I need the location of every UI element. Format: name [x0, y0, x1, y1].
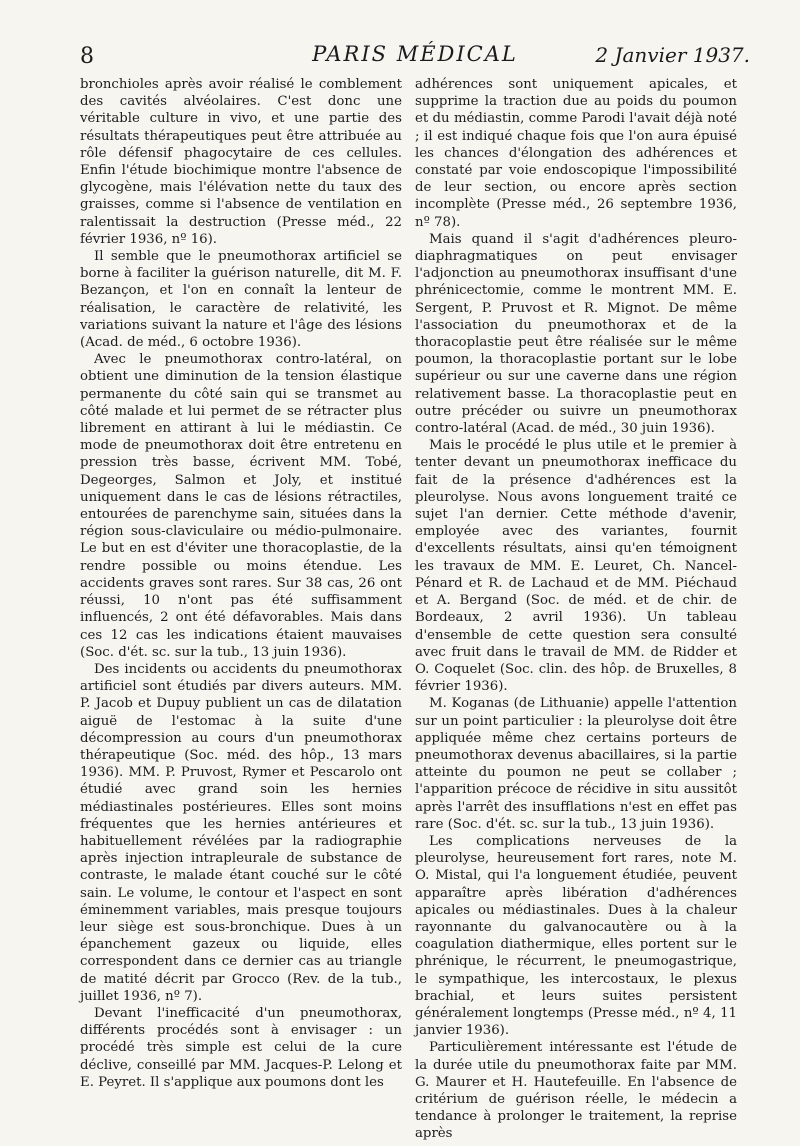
page-number: 8: [80, 44, 94, 69]
paragraph: bronchioles après avoir réalisé le comblement des cavités alvéolaires. C'est donc une véritable culture in vivo, et une partie des résultats thérapeutiques peut être attribuée au rôle défensif phagocytaire de ces cellules. Enfin l'étude biochimique montre l'absence de glycogène, mais l'élévation nette du taux des graisses, comme si l'absence de ventilation en ralentissait la destruction (Presse méd., 22 février 1936, nº 16).: [80, 77, 402, 247]
paragraph: Des incidents ou accidents du pneumothorax artificiel sont étudiés par divers auteurs. MM. P. Jacob et Dupuy publient un cas de dilatation aiguë de l'estomac à la suite d'une décompression au cours d'un pneumothorax thérapeutique (Soc. méd. des hôp., 13 mars 1936). MM. P. Pruvost, Rymer et Pescarolo ont étudié avec grand soin les hernies médiastinales postérieures. Elles sont moins fréquentes que les hernies antérieures et habituellement révélées par la radiographie après injection intrapleurale de substance de contraste, le malade étant couché sur le côté sain. Le volume, le contour et l'aspect en sont éminemment variables, mais presque toujours leur siège est sous-bronchique. Dues à un épanchement gazeux ou liquide, elles correspondent dans ce dernier cas au triangle de matité décrit par Grocco (Rev. de la tub., juillet 1936, nº 7).: [80, 661, 402, 1004]
journal-title: PARIS MÉDICAL: [312, 42, 518, 66]
paragraph: Avec le pneumothorax contro-latéral, on obtient une diminution de la tension élastique permanente du côté sain qui se transmet au côté malade et lui permet de se rétracter plus librement en attirant à lui le médiastin. Ce mode de pneumothorax doit être entretenu en pression très basse, écrivent MM. Tobé, Degeorges, Salmon et Joly, et institué uniquement dans le cas de lésions rétractiles, entourées de parenchyme sain, situées dans la région sous-claviculaire ou médio-pulmonaire. Le but en est d'éviter une thoracoplastie, de la rendre possible ou moins étendue. Les accidents graves sont rares. Sur 38 cas, 26 ont réussi, 10 n'ont pas été suffisamment influencés, 2 ont été défavorables. Mais dans ces 12 cas les indications étaient mauvaises (Soc. d'ét. sc. sur la tub., 13 juin 1936).: [80, 352, 402, 660]
right-column: [415, 76, 737, 1142]
paragraph: M. Koganas (de Lithuanie) appelle l'attention sur un point particulier : la pleurolyse doit être appliquée même chez certains porteurs de pneumothorax devenus abacillaires, si la partie atteinte du poumon ne peut se collaber ; l'apparition précoce de récidive in situ aussitôt après l'arrêt des insufflations n'est en effet pas rare (Soc. d'ét. sc. sur la tub., 13 juin 1936).: [415, 696, 737, 832]
paragraph: adhérences sont uniquement apicales, et supprime la traction due au poids du poumon et du médiastin, comme Parodi l'avait déjà noté ; il est indiqué chaque fois que l'on aura épuisé les chances d'élongation des adhérences et constaté par voie endoscopique l'impossibilité de leur section, ou encore après section incomplète (Presse méd., 26 septembre 1936, nº 78).: [415, 77, 737, 230]
page-header: [80, 40, 750, 72]
paragraph: Devant l'inefficacité d'un pneumothorax, différents procédés sont à envisager : un procédé très simple est celui de la cure déclive, conseillé par MM. Jacques-P. Lelong et E. Peyret. Il s'applique aux poumons dont les: [80, 1005, 402, 1090]
paragraph: Mais quand il s'agit d'adhérences pleuro-diaphragmatiques on peut envisager l'adjonction au pneumothorax insuffisant d'une phrénicectomie, comme le montrent MM. E. Sergent, P. Pruvost et R. Mignot. De même l'association du pneumothorax et de la thoracoplastie peut être réalisée sur le même poumon, la thoracoplastie portant sur le lobe supérieur ou sur une caverne dans une région relativement basse. La thoracoplastie peut en outre précéder ou suivre un pneumothorax contro-latéral (Acad. de méd., 30 juin 1936).: [415, 231, 737, 437]
issue-date: 2 Janvier 1937.: [595, 43, 750, 67]
paragraph: Il semble que le pneumothorax artificiel se borne à faciliter la guérison naturelle, dit M. F. Bezançon, et l'on en connaît la lenteur de réalisation, le caractère de relativité, les variations suivant la nature et l'âge des lésions (Acad. de méd., 6 octobre 1936).: [80, 249, 402, 351]
paragraph: Particulièrement intéressante est l'étude de la durée utile du pneumothorax faite par MM. G. Maurer et H. Hautefeuille. En l'absence de critérium de guérison réelle, le médecin a tendance à prolonger le traitement, la reprise après: [415, 1040, 737, 1142]
left-column: [80, 76, 402, 1090]
paragraph: Les complications nerveuses de la pleurolyse, heureusement fort rares, note M. O. Mistal, qui l'a longuement étudiée, peuvent apparaître après libération d'adhérences apicales ou médiastinales. Dues à la chaleur rayonnante du galvanocautère ou à la coagulation diathermique, elles portent sur le phrénique, le récurrent, le pneumogastrique, le sympathique, les intercostaux, le plexus brachial, et leurs suites persistent généralement longtemps (Presse méd., nº 4, 11 janvier 1936).: [415, 833, 737, 1039]
paragraph: Mais le procédé le plus utile et le premier à tenter devant un pneumothorax inefficace du fait de la présence d'adhérences est la pleurolyse. Nous avons longuement traité ce sujet l'an dernier. Cette méthode d'avenir, employée avec des variantes, fournit d'excellents résultats, ainsi qu'en témoignent les travaux de MM. E. Leuret, Ch. Nancel-Pénard et R. de Lachaud et de MM. Piéchaud et A. Bergand (Soc. de méd. et de chir. de Bordeaux, 2 avril 1936). Un tableau d'ensemble de cette question sera consulté avec fruit dans le travail de MM. de Ridder et O. Coquelet (Soc. clin. des hôp. de Bruxelles, 8 février 1936).: [415, 438, 737, 695]
